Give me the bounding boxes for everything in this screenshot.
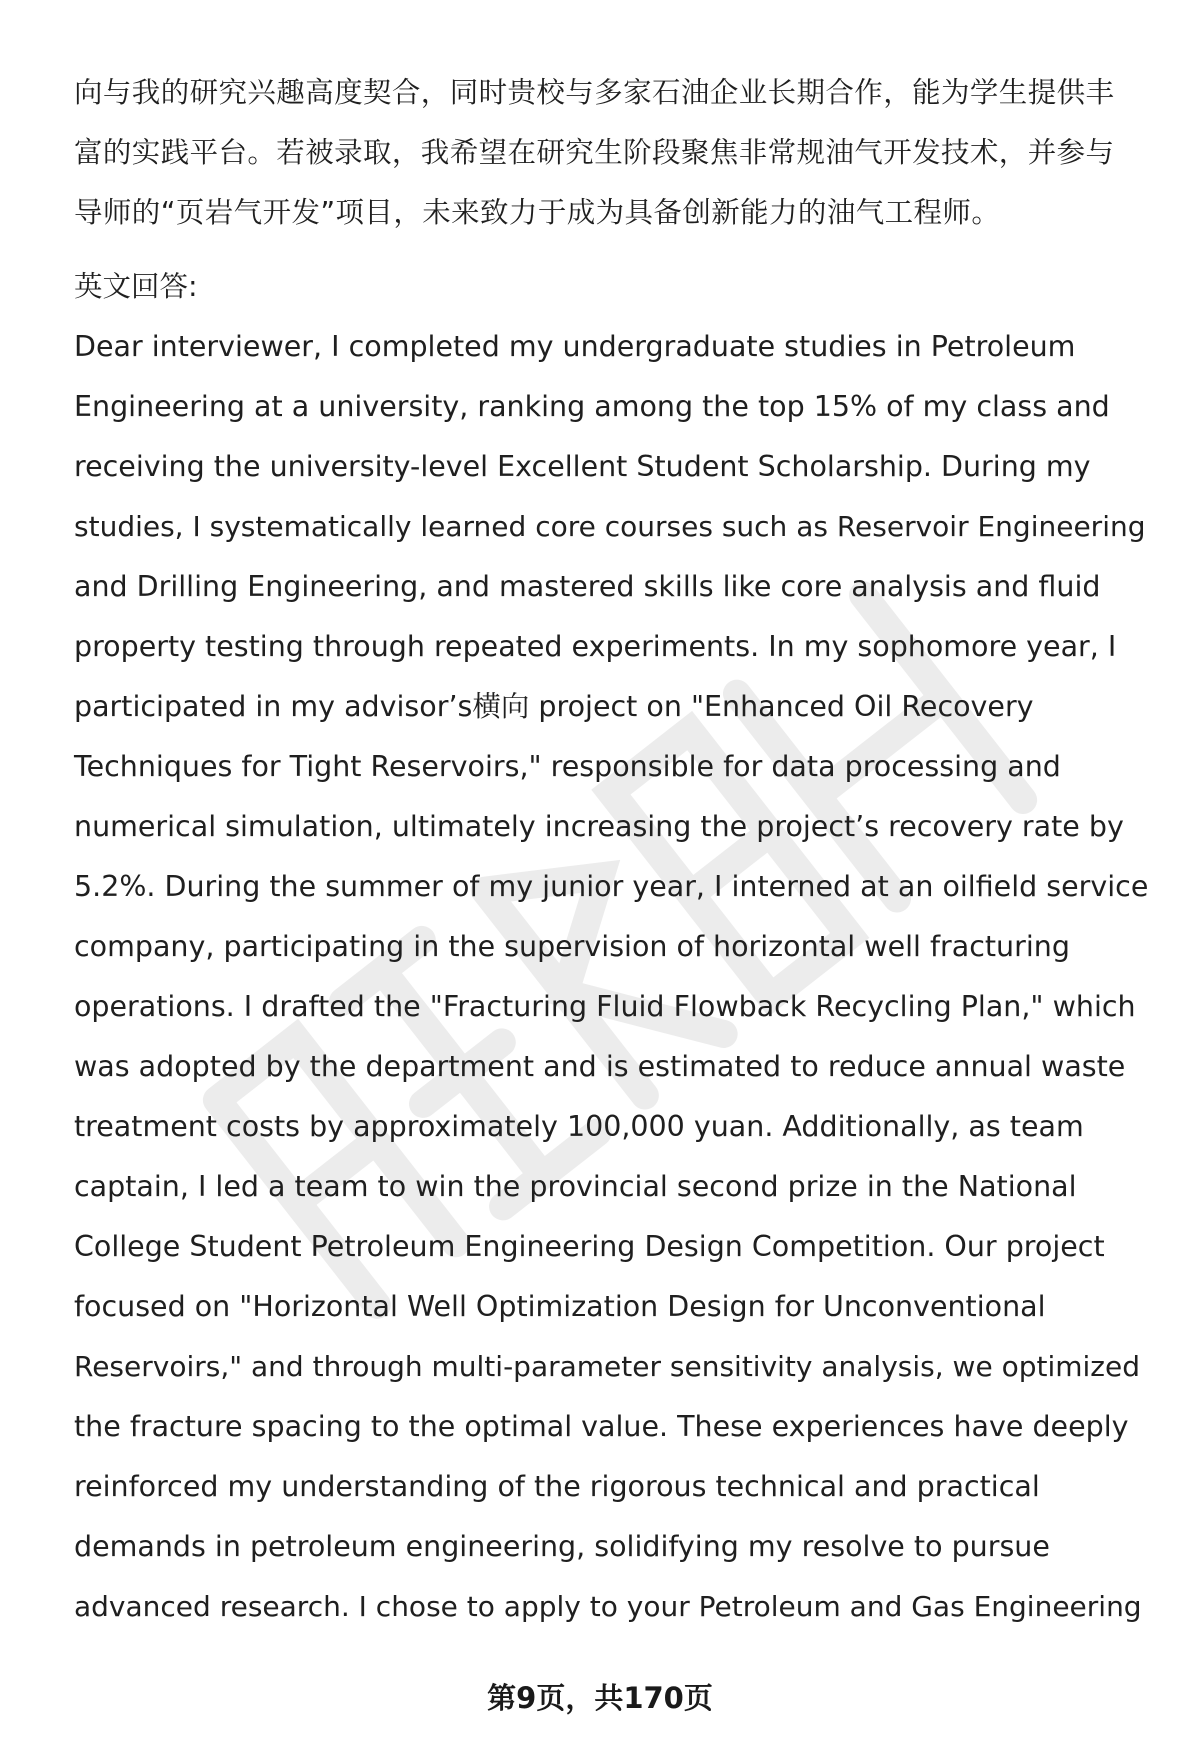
text-line: Reservoirs," and through multi-parameter sensitivity analysis, we optimized	[74, 1350, 1140, 1383]
text-line: company, participating in the supervision of horizontal well fracturing	[74, 930, 1070, 963]
text-line: advanced research. I chose to apply to your Petroleum and Gas Engineering	[74, 1590, 1142, 1623]
text-line: receiving the university-level Excellent Student Scholarship. During my	[74, 450, 1091, 483]
text-line: Techniques for Tight Reservoirs," responsible for data processing and	[74, 750, 1061, 783]
text-line: 向与我的研究兴趣高度契合，同时贵校与多家石油企业长期合作，能为学生提供丰	[74, 76, 1115, 109]
text-line: College Student Petroleum Engineering Design Competition. Our project	[74, 1230, 1105, 1263]
text-line: focused on "Horizontal Well Optimization Design for Unconventional	[74, 1290, 1046, 1323]
text-line: operations. I drafted the "Fracturing Fluid Flowback Recycling Plan," which	[74, 990, 1136, 1023]
text-line: 富的实践平台。若被录取，我希望在研究生阶段聚焦非常规油气开发技术，并参与	[74, 136, 1115, 169]
document-body	[74, 63, 1154, 1637]
text-line: captain, I led a team to win the provincial second prize in the National	[74, 1170, 1077, 1203]
text-line: studies, I systematically learned core courses such as Reservoir Engineering	[74, 510, 1146, 543]
text-line: numerical simulation, ultimately increasing the project’s recovery rate by	[74, 810, 1124, 843]
text-line: 导师的“页岩气开发”项目，未来致力于成为具备创新能力的油气工程师。	[74, 196, 1001, 229]
text-line: 5.2%. During the summer of my junior year, I interned at an oilfield service	[74, 870, 1149, 903]
chinese-paragraph	[74, 63, 1154, 243]
text-line: participated in my advisor’s横向 project on "Enhanced Oil Recovery	[74, 690, 1034, 723]
english-answer-label: 英文回答:	[74, 270, 198, 303]
text-line: treatment costs by approximately 100,000 yuan. Additionally, as team	[74, 1110, 1084, 1143]
text-line: Dear interviewer, I completed my undergraduate studies in Petroleum	[74, 330, 1076, 363]
page-number-footer: 第9页，共170页	[487, 1681, 713, 1715]
text-line: Engineering at a university, ranking among the top 15% of my class and	[74, 390, 1110, 423]
text-line: reinforced my understanding of the rigorous technical and practical	[74, 1470, 1040, 1503]
paragraph-spacer	[74, 243, 1154, 257]
text-line: was adopted by the department and is estimated to reduce annual waste	[74, 1050, 1126, 1083]
text-line: property testing through repeated experiments. In my sophomore year, I	[74, 630, 1117, 663]
english-paragraph	[74, 317, 1154, 1637]
text-line: demands in petroleum engineering, solidifying my resolve to pursue	[74, 1530, 1050, 1563]
text-line: the fracture spacing to the optimal value. These experiences have deeply	[74, 1410, 1129, 1443]
text-line: and Drilling Engineering, and mastered skills like core analysis and fluid	[74, 570, 1101, 603]
